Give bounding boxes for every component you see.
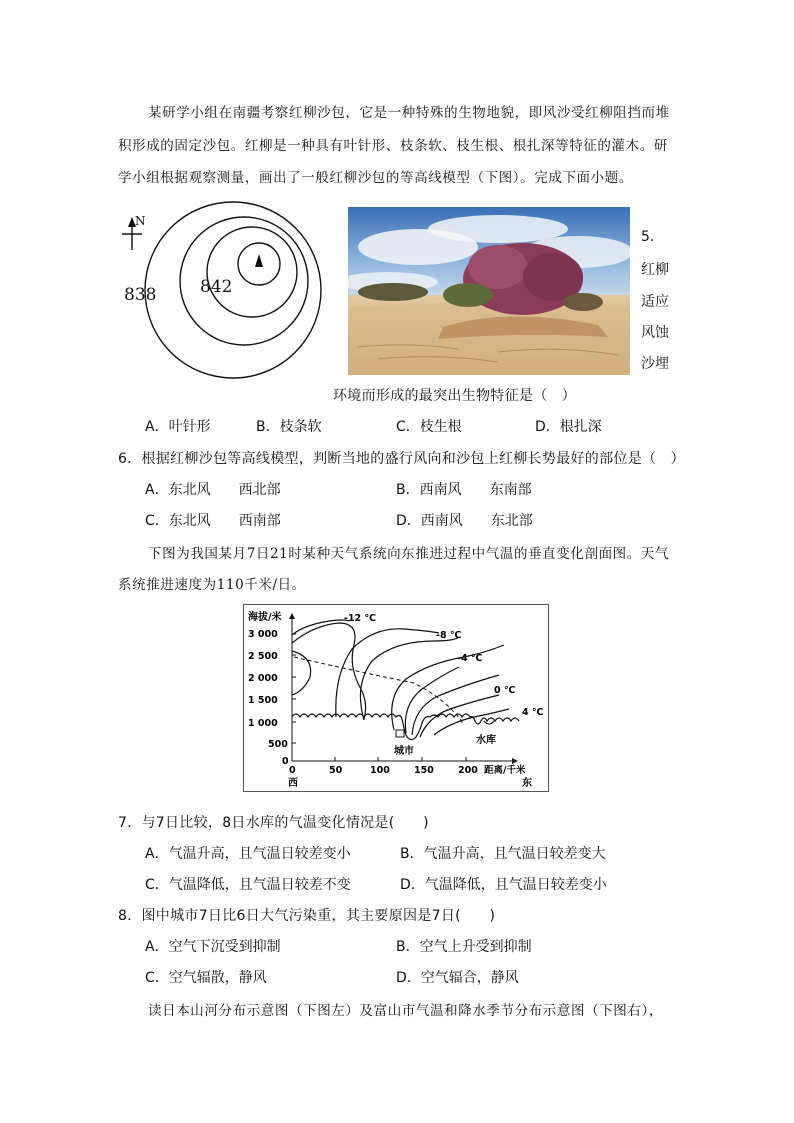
city-label: 城市 xyxy=(394,746,414,757)
isotherm-label-4: 4 ℃ xyxy=(522,707,544,718)
isotherm-a xyxy=(292,623,366,719)
isotherm-e xyxy=(434,709,509,735)
city-icon xyxy=(396,730,404,737)
q5-side-2: 适应 xyxy=(641,294,669,310)
intro1-line1: 某研学小组在南疆考察红柳沙包，它是一种特殊的生物地貌，即风沙受红柳阻挡而堆 xyxy=(148,105,670,121)
isotherm-label-minus4: -4 ℃ xyxy=(457,653,483,664)
isotherm-label-minus12: -12 ℃ xyxy=(344,613,376,624)
isotherm-label-minus8: -8 ℃ xyxy=(436,630,462,641)
isotherm-c xyxy=(392,645,504,730)
ytick-2500: 2 500 xyxy=(248,651,278,662)
q6-option-d[interactable]: D．西南风 东北部 xyxy=(396,513,533,529)
ytick-1500: 1 500 xyxy=(248,695,278,706)
contour-label-838: 838 xyxy=(124,285,157,305)
q5-option-d[interactable]: D．根扎深 xyxy=(535,419,602,435)
q5-side-3: 风蚀 xyxy=(641,325,669,341)
ytick-1000: 1 000 xyxy=(248,718,278,729)
q5-stem-tail: 环境而形成的最突出生物特征是（ ） xyxy=(333,388,577,404)
temperature-profile-chart xyxy=(243,604,549,792)
q5-option-c[interactable]: C．枝生根 xyxy=(396,419,462,435)
east-label: 东 xyxy=(522,778,532,789)
xtick-150: 150 xyxy=(414,765,434,776)
isotherm-minus12 xyxy=(292,620,349,635)
xtick-50: 50 xyxy=(329,765,343,776)
q7-option-b[interactable]: B．气温升高，且气温日较差变大 xyxy=(400,846,606,862)
west-label: 西 xyxy=(288,778,298,789)
ytick-2000: 2 000 xyxy=(248,673,278,684)
reservoir-label: 水库 xyxy=(476,735,496,746)
contour-label-842: 842 xyxy=(200,277,233,297)
isotherm-b xyxy=(336,629,439,717)
isotherm-label-zero: 0 ℃ xyxy=(494,685,516,696)
q5-side-1: 红柳 xyxy=(641,262,669,278)
q8-option-c[interactable]: C．空气辐散，静风 xyxy=(145,970,267,986)
q8-option-b[interactable]: B．空气上升受到抑制 xyxy=(396,939,532,955)
intro3-line1: 读日本山河分布示意图（下图左）及富山市气温和降水季节分布示意图（下图右）， xyxy=(148,1003,663,1019)
q5-side-4: 沙埋 xyxy=(641,356,669,372)
xtick-0: 0 xyxy=(289,765,296,776)
q6-option-b[interactable]: B．西南风 东南部 xyxy=(396,482,532,498)
xtick-200: 200 xyxy=(458,765,478,776)
q7-option-a[interactable]: A．气温升高，且气温日较差变小 xyxy=(145,846,351,862)
q6-stem: 6．根据红柳沙包等高线模型，判断当地的盛行风向和沙包上红柳长势最好的部位是（ ） xyxy=(118,451,685,467)
q5-option-a[interactable]: A．叶针形 xyxy=(145,419,211,435)
q6-option-a[interactable]: A．东北风 西北部 xyxy=(145,482,281,498)
intro2-line2: 系统推进速度为110千米/日。 xyxy=(118,577,306,593)
q7-option-d[interactable]: D．气温降低，且气温日较差变小 xyxy=(400,877,607,893)
q8-stem: 8．图中城市7日比6日大气污染重，其主要原因是7日( ) xyxy=(118,908,496,924)
q6-option-c[interactable]: C．东北风 西南部 xyxy=(145,513,281,529)
chart-ylabel: 海拔/米 xyxy=(248,612,282,623)
ytick-500: 500 xyxy=(268,739,288,750)
isotherm-minus8 xyxy=(360,637,459,720)
tamarisk-photo xyxy=(348,207,630,375)
ytick-3000: 3 000 xyxy=(248,629,278,640)
chart-xlabel: 距离/千米 xyxy=(484,765,526,776)
reservoir-icon xyxy=(484,721,494,724)
intro2-line1: 下图为我国某月7日21时某种天气系统向东推进过程中气温的垂直变化剖面图。天气 xyxy=(148,546,670,562)
ytick-0: 0 xyxy=(282,756,289,767)
intro1-line2: 积形成的固定沙包。红柳是一种具有叶针形、枝条软、枝生根、根扎深等特征的灌木。研 xyxy=(118,138,668,154)
q5-number: 5. xyxy=(641,229,655,245)
north-label: N xyxy=(135,214,146,228)
q8-option-d[interactable]: D．空气辐合，静风 xyxy=(396,970,519,986)
q7-option-c[interactable]: C．气温降低，且气温日较差不变 xyxy=(145,877,351,893)
intro1-line3: 学小组根据观察测量，画出了一般红柳沙包的等高线模型（下图）。完成下面小题。 xyxy=(118,170,633,186)
q7-stem: 7．与7日比较，8日水库的气温变化情况是( ) xyxy=(118,815,429,831)
q5-option-b[interactable]: B．枝条软 xyxy=(256,419,322,435)
xtick-100: 100 xyxy=(370,765,390,776)
isotherm-d xyxy=(412,675,499,735)
q8-option-a[interactable]: A．空气下沉受到抑制 xyxy=(145,939,281,955)
peak-triangle-icon xyxy=(255,254,263,267)
